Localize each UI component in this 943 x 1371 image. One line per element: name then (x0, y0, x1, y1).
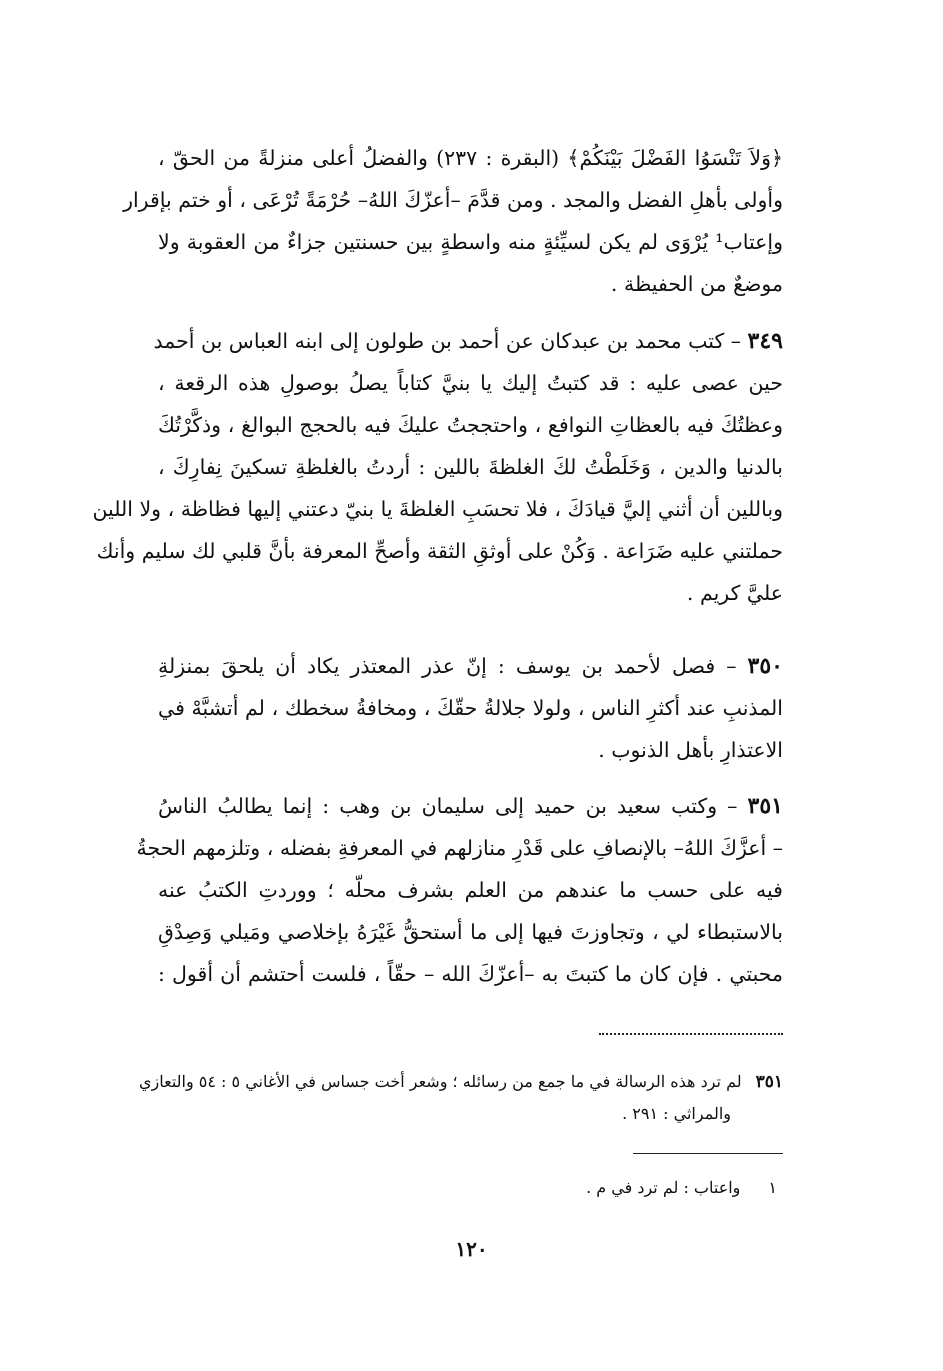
text-line: بالاستبطاء لي ، وتجاوزتَ فيها إلى ما أستحقُّ غَيْرَهُ بإخلاصي ومَيلي وَصِدْقِ (158, 920, 783, 944)
footnote-line (153, 1172, 783, 1204)
text-line: حين عصى عليه : قد كتبتُ إليك يا بنيَّ كتاباً يصلُ بوصولِ هذه الرقعة ، (158, 371, 783, 395)
paragraph-351 (136, 785, 783, 995)
footnote-number: ١ (768, 1178, 777, 1197)
text-line: وباللين أن أثني إليَّ قيادَكَ ، فلا تحسَبِ الغلظةَ يا بنيّ دعتني إليها فظاظة ، ولا اللين (92, 497, 783, 521)
note-number: ٣٥١ (755, 1072, 783, 1092)
note-line (138, 1066, 783, 1098)
text-line: محبتي . فإن كان ما كتبتَ به –أعزّكَ الله – حقّاً ، فلست أحتشم أن أقول : (158, 962, 783, 986)
text-line: وإعتاب¹ يُرْوَى لم يكن لسيِّئةٍ منه واسطةٍ بين حسنتين جزاءٌ من العقوبة ولا (158, 230, 783, 254)
paragraph-continuation (123, 137, 783, 305)
text-line: عليَّ كريم . (686, 581, 783, 605)
text-line (153, 320, 783, 362)
text-line: فيه على حسب ما عندهم من العلم بشرف محلّه ؛ ووردتِ الكتبُ عنه (158, 878, 783, 902)
footnote-separator (633, 1153, 783, 1154)
text-line: ﴿وَلاَ تَنْسَوُا الفَضْلَ بَيْنَكُمْ﴾ (البقرة : ٢٣٧) والفضلُ أعلى منزلةً من الحقّ ، (158, 146, 783, 170)
paragraph-number: ٣٥١ (747, 793, 783, 819)
page-number: ١٢٠ (455, 1237, 488, 1261)
footnote (153, 1172, 783, 1204)
text-line-body: – وكتب سعيد بن حميد إلى سليمان بن وهب : إنما يطالبُ الناسُ (158, 794, 738, 818)
text-line: موضعٌ من الحفيظة . (610, 272, 783, 296)
footnote-text: واعتاب : لم ترد في م . (586, 1178, 741, 1197)
note-line: والمراثي : ٢٩١ . (622, 1104, 731, 1123)
text-line: بالدنيا والدين ، وَخَلَطْتُ لكَ الغلظةَ باللين : أردتُ بالغلظةِ تسكينَ نِفارِكَ ، (158, 455, 783, 479)
text-line-body: – كتب محمد بن عبدكان عن أحمد بن طولون إلى ابنه العباس بن أحمد (153, 329, 742, 353)
text-line: المذنبِ عند أكثرِ الناس ، ولولا جلالةُ حقّكَ ، ومخافةُ سخطك ، لم أتشبَّهْ في (158, 696, 783, 720)
paragraph-349 (92, 320, 783, 614)
paragraph-350 (158, 645, 783, 771)
paragraph-number: ٣٤٩ (747, 328, 783, 354)
paragraph-number: ٣٥٠ (747, 653, 783, 679)
notes-separator (599, 1033, 783, 1035)
note-text: لم ترد هذه الرسالة في ما جمع من رسائله ؛ وشعر أخت جساس في الأغاني ٥ : ٥٤ والتعازي (138, 1072, 742, 1091)
text-line: الاعتذارِ بأهل الذنوب . (598, 738, 783, 762)
text-line: وعظتُكَ فيه بالعظاتِ النوافع ، واحتججتُ عليكَ فيه بالحجج البوالغ ، وذكَّرْتُكَ (158, 413, 783, 437)
text-line: وأولى بأهلِ الفضل والمجد . ومن قدَّمَ –أعزّكَ اللهُ– حُرْمَةً تُرْعَى ، أو ختم بإقرار (123, 188, 783, 212)
text-line (158, 785, 783, 827)
editorial-note (138, 1066, 783, 1130)
text-line-body: – فصل لأحمد بن يوسف : إنّ عذر المعتذر يكاد أن يلحقَ بمنزلةِ (158, 654, 737, 678)
text-line: – أعزَّكَ اللهُ– بالإنصافِ على قَدْرِ منازلهم في المعرفةِ بفضله ، وتلزمهم الحجةُ (136, 836, 783, 860)
text-line (158, 645, 783, 687)
text-line: حملتني عليه ضَرَاعة . وَكُنْ على أوثقِ الثقة وأصحِّ المعرفة بأنَّ قلبي لك سليم وأنك (96, 539, 783, 563)
